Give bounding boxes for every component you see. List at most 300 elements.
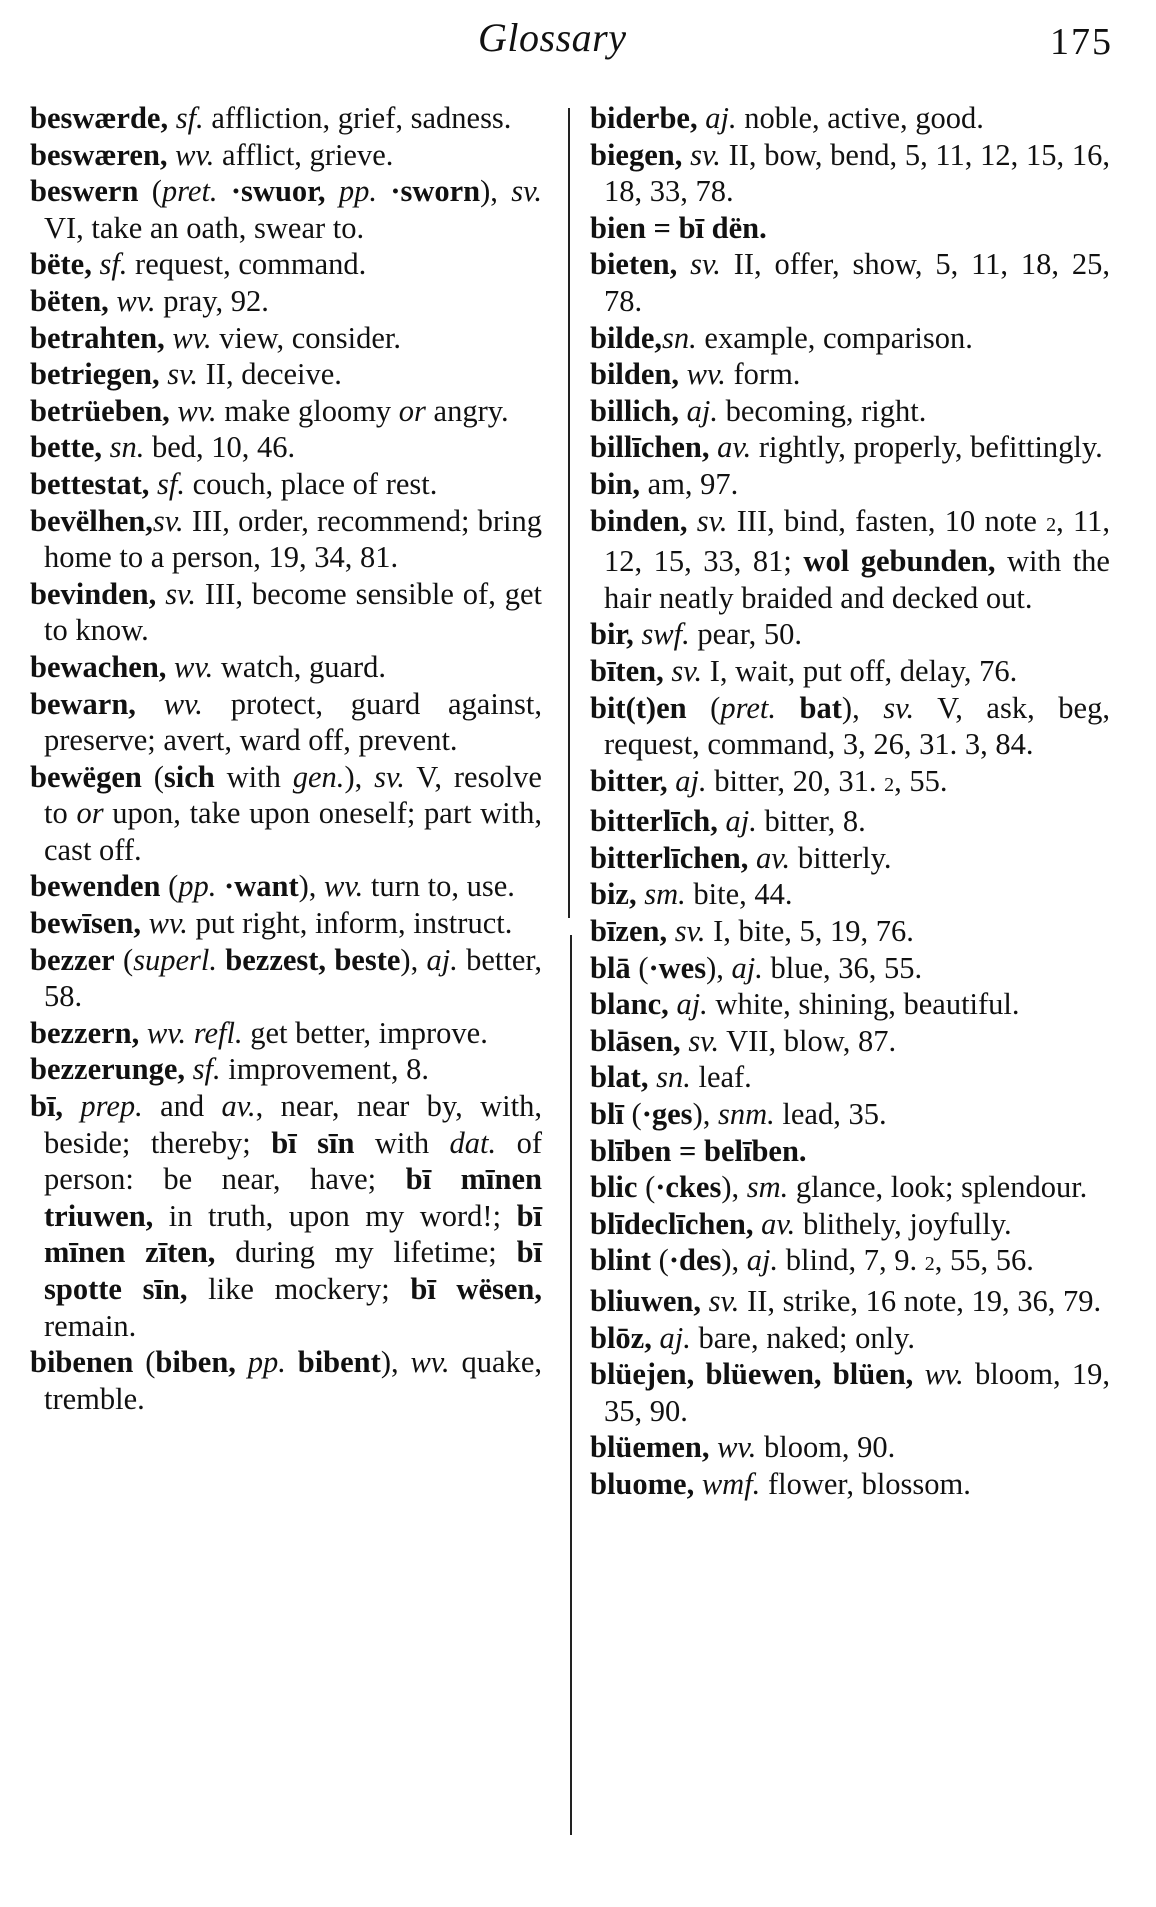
definition-text bbox=[701, 1284, 709, 1318]
glossary-entry bbox=[590, 690, 1110, 763]
definition-text: III, bind, fasten, 10 note bbox=[727, 503, 1047, 538]
grammar-abbrev: av. bbox=[221, 1089, 256, 1124]
glossary-entry bbox=[590, 1320, 1110, 1357]
headword: blīdeclīchen, bbox=[590, 1206, 754, 1241]
definition-text: am, 97. bbox=[640, 466, 739, 501]
grammar-abbrev: swf. bbox=[641, 617, 690, 652]
definition-text: get better, improve. bbox=[242, 1015, 488, 1050]
grammar-abbrev: sv. bbox=[671, 653, 703, 688]
definition-text: ( bbox=[138, 174, 162, 209]
definition-text: make gloomy bbox=[216, 393, 399, 428]
grammar-abbrev: sv. bbox=[883, 690, 915, 725]
definition-text: afflict, grieve. bbox=[214, 137, 394, 172]
headword: bī mīnen triuwen, bbox=[44, 1162, 542, 1233]
headword: ·des bbox=[668, 1243, 722, 1278]
glossary-entry bbox=[590, 210, 1110, 247]
definition-text bbox=[677, 247, 690, 281]
grammar-abbrev: sf. bbox=[99, 247, 128, 282]
grammar-abbrev: av. bbox=[717, 430, 752, 465]
glossary-entry bbox=[590, 986, 1110, 1023]
glossary-entry bbox=[590, 393, 1110, 430]
headword: billich, bbox=[590, 393, 679, 428]
definition-text: ), bbox=[721, 1170, 747, 1205]
definition-text: ( bbox=[686, 690, 721, 725]
definition-text: VII, blow, 87. bbox=[719, 1023, 897, 1058]
definition-text: bed, 10, 46. bbox=[144, 430, 296, 465]
glossary-entry bbox=[30, 686, 542, 759]
glossary-entry bbox=[590, 466, 1110, 503]
definition-text bbox=[326, 174, 339, 208]
headword: biben, bbox=[155, 1345, 236, 1380]
glossary-entry bbox=[590, 1023, 1110, 1060]
glossary-entry bbox=[30, 429, 542, 466]
grammar-abbrev: sv. bbox=[674, 914, 706, 949]
definition-text: with bbox=[354, 1125, 450, 1160]
headword: bewarn, bbox=[30, 686, 136, 721]
definition-text bbox=[776, 691, 800, 725]
grammar-abbrev: sf. bbox=[157, 466, 186, 501]
definition-text: II, bow, bend, 5, 11, 12, 15, 16, 18, 33, 78. bbox=[604, 137, 1111, 209]
glossary-entry bbox=[30, 1015, 542, 1052]
glossary-entry bbox=[590, 1169, 1110, 1206]
headword: bieten, bbox=[590, 247, 678, 282]
definition-text: like mockery; bbox=[187, 1272, 411, 1306]
headword: blī bbox=[590, 1097, 624, 1132]
definition-text: bite, 44. bbox=[685, 877, 793, 912]
grammar-abbrev: sv. bbox=[511, 174, 543, 209]
definition-text: blithely, joyfully. bbox=[795, 1206, 1012, 1241]
glossary-entry bbox=[590, 1133, 1110, 1170]
definition-text bbox=[139, 1016, 147, 1050]
definition-text bbox=[63, 1089, 80, 1123]
headword: beswern bbox=[30, 174, 139, 209]
headword: blüemen, bbox=[590, 1430, 710, 1465]
headword: ·sworn bbox=[390, 174, 481, 209]
grammar-abbrev: pp. bbox=[178, 869, 217, 904]
grammar-abbrev: or bbox=[398, 393, 426, 428]
grammar-abbrev: aj. bbox=[675, 763, 707, 798]
definition-text: ), bbox=[344, 759, 375, 794]
grammar-abbrev: av. bbox=[756, 840, 791, 875]
grammar-abbrev: sv. bbox=[696, 503, 728, 538]
glossary-entry bbox=[590, 429, 1110, 466]
headword: ·wes bbox=[648, 950, 707, 985]
definition-text: upon, take upon oneself; part with, cast off. bbox=[44, 796, 542, 867]
definition-text: bare, naked; only. bbox=[690, 1320, 915, 1355]
grammar-abbrev: aj. bbox=[426, 942, 458, 977]
headword: betrüeben, bbox=[30, 393, 170, 428]
headword: biegen, bbox=[590, 137, 683, 172]
definition-text bbox=[754, 1207, 762, 1241]
definition-text bbox=[648, 1060, 656, 1094]
glossary-entry bbox=[590, 876, 1110, 913]
definition-text: affliction, grief, sadness. bbox=[203, 101, 512, 135]
definition-text: form. bbox=[725, 357, 801, 392]
grammar-abbrev: wv. bbox=[324, 869, 364, 904]
grammar-abbrev: pp. bbox=[338, 174, 377, 209]
definition-text: blue, 36, 55. bbox=[762, 950, 923, 985]
definition-text: ( bbox=[623, 1097, 642, 1132]
headword: bewëgen bbox=[30, 759, 142, 794]
definition-text: leaf. bbox=[690, 1060, 752, 1095]
headword: bīzen, bbox=[590, 914, 668, 949]
grammar-abbrev: aj. bbox=[731, 950, 763, 985]
definition-text bbox=[286, 1345, 298, 1379]
grammar-abbrev: aj. bbox=[686, 393, 718, 428]
grammar-abbrev: sn. bbox=[656, 1060, 691, 1095]
grammar-abbrev: sf. bbox=[175, 101, 204, 135]
definition-text: angry. bbox=[425, 393, 509, 428]
glossary-entry bbox=[30, 137, 542, 174]
grammar-abbrev: pp. bbox=[247, 1345, 286, 1380]
definition-text: example, comparison. bbox=[696, 320, 973, 355]
definition-text: with the hair neatly braided and decked out. bbox=[604, 544, 1110, 615]
definition-text: ( bbox=[141, 759, 164, 794]
grammar-abbrev: pret. bbox=[720, 690, 776, 725]
definition-text: ), bbox=[706, 950, 732, 985]
grammar-abbrev: wv. bbox=[174, 649, 214, 684]
headword: bī mīnen zīten, bbox=[44, 1198, 542, 1270]
definition-text: ( bbox=[637, 1170, 656, 1205]
definition-text: of person: be near, have; bbox=[44, 1125, 542, 1197]
glossary-entry bbox=[590, 320, 1110, 357]
glossary-entry bbox=[590, 950, 1110, 987]
headword: bī, bbox=[30, 1089, 64, 1124]
headword: bitterlīch, bbox=[590, 804, 718, 839]
glossary-entry bbox=[30, 1344, 542, 1417]
headword: bevinden, bbox=[30, 576, 157, 611]
definition-text: ( bbox=[630, 950, 649, 985]
grammar-abbrev: snm. bbox=[717, 1097, 775, 1132]
glossary-entry bbox=[30, 759, 542, 869]
definition-text: V, resolve to bbox=[44, 759, 542, 831]
grammar-abbrev: dat. bbox=[449, 1125, 497, 1160]
headword: ·ges bbox=[641, 1097, 693, 1132]
grammar-abbrev: wv. bbox=[163, 686, 203, 721]
definition-text: noble, active, good. bbox=[736, 101, 984, 135]
grammar-abbrev: aj. bbox=[659, 1320, 691, 1355]
headword: bī wësen, bbox=[410, 1272, 542, 1306]
note-number: 2 bbox=[924, 1253, 935, 1276]
running-title: Glossary bbox=[478, 15, 627, 60]
glossary-entry bbox=[30, 576, 542, 649]
glossary-entry bbox=[590, 840, 1110, 877]
headword: bitter, bbox=[590, 763, 668, 798]
definition-text: I, wait, put off, delay, 76. bbox=[702, 653, 1018, 688]
glossary-entry bbox=[30, 503, 542, 576]
definition-text bbox=[682, 138, 690, 172]
definition-text: with bbox=[214, 759, 293, 794]
grammar-abbrev: sn. bbox=[662, 320, 697, 355]
definition-text: ( bbox=[651, 1243, 669, 1278]
definition-text bbox=[156, 577, 165, 611]
headword: bette, bbox=[30, 430, 102, 465]
definition-text: ), bbox=[400, 942, 427, 977]
definition-text bbox=[748, 841, 756, 875]
glossary-entry bbox=[30, 649, 542, 686]
headword: bien = bī dën. bbox=[590, 210, 767, 245]
headword: bëten, bbox=[30, 283, 109, 318]
definition-text: request, command. bbox=[127, 247, 367, 282]
headword: bluome, bbox=[590, 1466, 695, 1501]
definition-text bbox=[168, 101, 176, 135]
grammar-abbrev: pret. bbox=[161, 174, 218, 209]
definition-text bbox=[694, 1467, 702, 1501]
grammar-abbrev: wv. bbox=[410, 1345, 450, 1380]
grammar-abbrev: wv. bbox=[148, 906, 188, 941]
definition-text: bloom, 19, 35, 90. bbox=[604, 1357, 1110, 1428]
definition-text: ( bbox=[114, 942, 134, 977]
definition-text: put right, inform, instruct. bbox=[187, 906, 513, 941]
grammar-abbrev: wv. bbox=[686, 357, 726, 392]
glossary-entry bbox=[30, 246, 542, 283]
glossary-entry bbox=[30, 320, 542, 357]
headword: billīchen, bbox=[590, 430, 710, 465]
headword: bir, bbox=[590, 617, 634, 652]
grammar-abbrev: wv. bbox=[175, 137, 215, 172]
definition-text: VI, take an oath, swear to. bbox=[44, 210, 365, 245]
definition-text: glance, look; splendour. bbox=[788, 1170, 1088, 1205]
glossary-entry bbox=[30, 1051, 542, 1088]
grammar-abbrev: sv. bbox=[690, 137, 721, 172]
headword: ·swuor, bbox=[230, 174, 326, 209]
glossary-entry bbox=[30, 173, 542, 246]
headword: bin, bbox=[590, 466, 641, 501]
headword: bliuwen, bbox=[590, 1284, 702, 1318]
headword: blīben = belīben. bbox=[590, 1133, 807, 1168]
grammar-abbrev: superl. bbox=[133, 942, 217, 977]
definition-text: I, bite, 5, 19, 76. bbox=[705, 914, 914, 949]
grammar-abbrev: wv. bbox=[177, 393, 217, 428]
definition-text bbox=[102, 430, 110, 464]
grammar-abbrev: sv. bbox=[152, 503, 184, 538]
headword: bewachen, bbox=[30, 649, 167, 684]
note-number: 2 bbox=[1046, 513, 1057, 536]
headword: bewīsen, bbox=[30, 906, 141, 941]
headword: bevëlhen, bbox=[30, 503, 153, 538]
definition-text: lead, 35. bbox=[774, 1097, 887, 1132]
headword: biderbe, bbox=[590, 101, 698, 135]
grammar-abbrev: sn. bbox=[109, 430, 145, 465]
column-divider bbox=[568, 108, 570, 918]
grammar-abbrev: wv. bbox=[116, 283, 156, 318]
glossary-entry bbox=[590, 616, 1110, 653]
glossary-entry bbox=[590, 100, 1110, 137]
headword: bat bbox=[799, 690, 842, 725]
headword: bettestat, bbox=[30, 466, 150, 501]
grammar-abbrev: sm. bbox=[746, 1170, 789, 1205]
glossary-entry bbox=[590, 913, 1110, 950]
definition-text bbox=[679, 357, 687, 391]
definition-text: white, shining, beautiful. bbox=[707, 987, 1020, 1022]
note-number: 2 bbox=[884, 773, 895, 796]
glossary-column-left bbox=[30, 100, 542, 1417]
definition-text: V, ask, beg, request, command, 3, 26, 31. 3, 84. bbox=[604, 690, 1110, 762]
definition-text: pray, 92. bbox=[155, 283, 269, 318]
glossary-entry bbox=[590, 356, 1110, 393]
definition-text bbox=[166, 650, 174, 684]
grammar-abbrev: wv. bbox=[717, 1430, 757, 1465]
grammar-abbrev: sf. bbox=[192, 1052, 221, 1087]
definition-text: , 11, 12, 15, 33, 81; bbox=[604, 503, 1111, 579]
grammar-abbrev: wmf. bbox=[701, 1466, 761, 1501]
headword: ·ckes bbox=[655, 1170, 722, 1205]
glossary-entry bbox=[590, 763, 1110, 804]
grammar-abbrev: sv. bbox=[167, 357, 198, 392]
definition-text: remain. bbox=[44, 1308, 137, 1343]
glossary-entry bbox=[590, 803, 1110, 840]
headword: blic bbox=[590, 1170, 638, 1205]
headword: binden, bbox=[590, 503, 688, 538]
headword: wol gebunden, bbox=[803, 544, 996, 579]
glossary-entry bbox=[590, 1283, 1110, 1320]
definition-text: flower, blossom. bbox=[760, 1466, 971, 1501]
headword: betriegen, bbox=[30, 357, 160, 392]
grammar-abbrev: sv. bbox=[688, 1023, 720, 1058]
glossary-entry bbox=[30, 283, 542, 320]
headword: blā bbox=[590, 950, 631, 985]
glossary-entry bbox=[590, 1466, 1110, 1503]
definition-text: watch, guard. bbox=[213, 649, 387, 684]
definition-text: pear, 50. bbox=[689, 617, 803, 652]
grammar-abbrev: or bbox=[76, 796, 104, 831]
grammar-abbrev: sm. bbox=[644, 877, 686, 912]
definition-text: improvement, 8. bbox=[220, 1052, 429, 1087]
glossary-entry bbox=[30, 466, 542, 503]
definition-text: ), bbox=[480, 174, 512, 209]
definition-text: II, deceive. bbox=[198, 357, 342, 392]
grammar-abbrev: sv. bbox=[374, 759, 405, 794]
page-header bbox=[0, 8, 1156, 68]
definition-text: , 55. bbox=[894, 763, 948, 798]
definition-text: quake, tremble. bbox=[44, 1345, 542, 1416]
definition-text bbox=[377, 174, 390, 208]
definition-text: ), bbox=[721, 1243, 747, 1278]
definition-text: blind, 7, 9. bbox=[778, 1243, 925, 1278]
definition-text bbox=[679, 394, 687, 428]
headword: bewenden bbox=[30, 869, 161, 904]
definition-text: ), bbox=[380, 1345, 411, 1380]
headword: blanc, bbox=[590, 987, 669, 1022]
grammar-abbrev: gen. bbox=[292, 759, 345, 794]
grammar-abbrev: aj. bbox=[746, 1243, 779, 1278]
glossary-entry bbox=[30, 1088, 542, 1344]
glossary-entry bbox=[590, 1242, 1110, 1283]
glossary-entry bbox=[590, 137, 1110, 210]
grammar-abbrev: sv. bbox=[708, 1284, 740, 1318]
grammar-abbrev: sv. bbox=[690, 247, 721, 282]
definition-text: turn to, use. bbox=[363, 869, 515, 904]
headword: bëte, bbox=[30, 247, 92, 282]
definition-text bbox=[136, 687, 164, 721]
grammar-abbrev: aj. bbox=[676, 987, 708, 1022]
grammar-abbrev: wv. bbox=[172, 320, 212, 355]
headword: bezzerunge, bbox=[30, 1052, 185, 1087]
definition-text: bitter, 8. bbox=[756, 804, 866, 839]
definition-text bbox=[149, 467, 157, 501]
definition-text: becoming, right. bbox=[717, 393, 927, 428]
headword: blint bbox=[590, 1243, 652, 1278]
glossary-entry bbox=[30, 356, 542, 393]
definition-text bbox=[218, 174, 231, 208]
definition-text: , near, near by, with, beside; thereby; bbox=[44, 1089, 542, 1160]
grammar-abbrev: prep. bbox=[80, 1089, 143, 1124]
definition-text: in truth, upon my word!; bbox=[153, 1198, 517, 1233]
definition-text: better, 58. bbox=[44, 942, 542, 1014]
headword: blüejen, blüewen, blüen, bbox=[590, 1357, 914, 1392]
headword: bīten, bbox=[590, 653, 664, 688]
definition-text: II, strike, 16 note, 19, 36, 79. bbox=[739, 1284, 1102, 1318]
headword: beswæren, bbox=[30, 137, 168, 172]
definition-text bbox=[709, 430, 717, 464]
definition-text bbox=[718, 804, 726, 838]
headword: bilde, bbox=[590, 320, 663, 355]
headword: blōz, bbox=[590, 1320, 652, 1355]
glossary-column-right bbox=[590, 100, 1110, 1503]
grammar-abbrev: wv. bbox=[924, 1357, 964, 1392]
glossary-entry bbox=[590, 653, 1110, 690]
headword: bezzer bbox=[30, 942, 115, 977]
headword: ·want bbox=[224, 869, 299, 904]
glossary-entry bbox=[590, 1096, 1110, 1133]
headword: bezzest, beste bbox=[225, 942, 401, 977]
definition-text: protect, guard against, preserve; avert, ward off, prevent. bbox=[44, 686, 543, 758]
headword: bī sīn bbox=[271, 1125, 355, 1160]
column-divider bbox=[570, 935, 572, 1835]
glossary-entry bbox=[30, 905, 542, 942]
glossary-entry bbox=[590, 1429, 1110, 1466]
definition-text: ), bbox=[692, 1097, 718, 1132]
headword: bibenen bbox=[30, 1345, 134, 1380]
grammar-abbrev: sv. bbox=[165, 576, 196, 611]
grammar-abbrev: av. bbox=[761, 1206, 796, 1241]
glossary-entry bbox=[590, 1059, 1110, 1096]
headword: bitterlīchen, bbox=[590, 840, 749, 875]
definition-text bbox=[141, 906, 149, 940]
glossary-entry bbox=[30, 100, 542, 137]
definition-text: II, offer, show, 5, 11, 18, 25, 78. bbox=[604, 247, 1110, 318]
definition-text bbox=[688, 504, 697, 538]
headword: bī spotte sīn, bbox=[44, 1235, 542, 1306]
definition-text: III, order, recommend; bring home to a person, 19, 34, 81. bbox=[44, 503, 542, 575]
definition-text bbox=[913, 1357, 924, 1391]
headword: blāsen, bbox=[590, 1023, 681, 1058]
headword: beswærde, bbox=[30, 101, 169, 135]
headword: betrahten, bbox=[30, 320, 165, 355]
glossary-entry bbox=[590, 1356, 1110, 1429]
definition-text: ), bbox=[841, 690, 884, 725]
glossary-entry bbox=[30, 868, 542, 905]
definition-text: , 55, 56. bbox=[934, 1243, 1034, 1278]
glossary-entry bbox=[30, 393, 542, 430]
headword: bilden, bbox=[590, 357, 679, 392]
grammar-abbrev: aj. bbox=[705, 101, 737, 135]
page-number: 175 bbox=[1050, 21, 1113, 63]
definition-text: bloom, 90. bbox=[756, 1430, 896, 1465]
glossary-entry bbox=[590, 503, 1110, 617]
glossary-entry bbox=[590, 1206, 1110, 1243]
headword: blat, bbox=[590, 1060, 649, 1095]
definition-text: bitter, 20, 31. bbox=[706, 763, 885, 798]
definition-text bbox=[236, 1345, 248, 1379]
headword: sich bbox=[163, 759, 215, 794]
definition-text: ), bbox=[298, 869, 325, 904]
headword: bit(t)en bbox=[590, 690, 687, 725]
headword: biz, bbox=[590, 877, 637, 912]
grammar-abbrev: wv. refl. bbox=[146, 1015, 243, 1050]
definition-text: rightly, properly, befittingly. bbox=[751, 430, 1103, 465]
grammar-abbrev: aj. bbox=[725, 804, 757, 839]
